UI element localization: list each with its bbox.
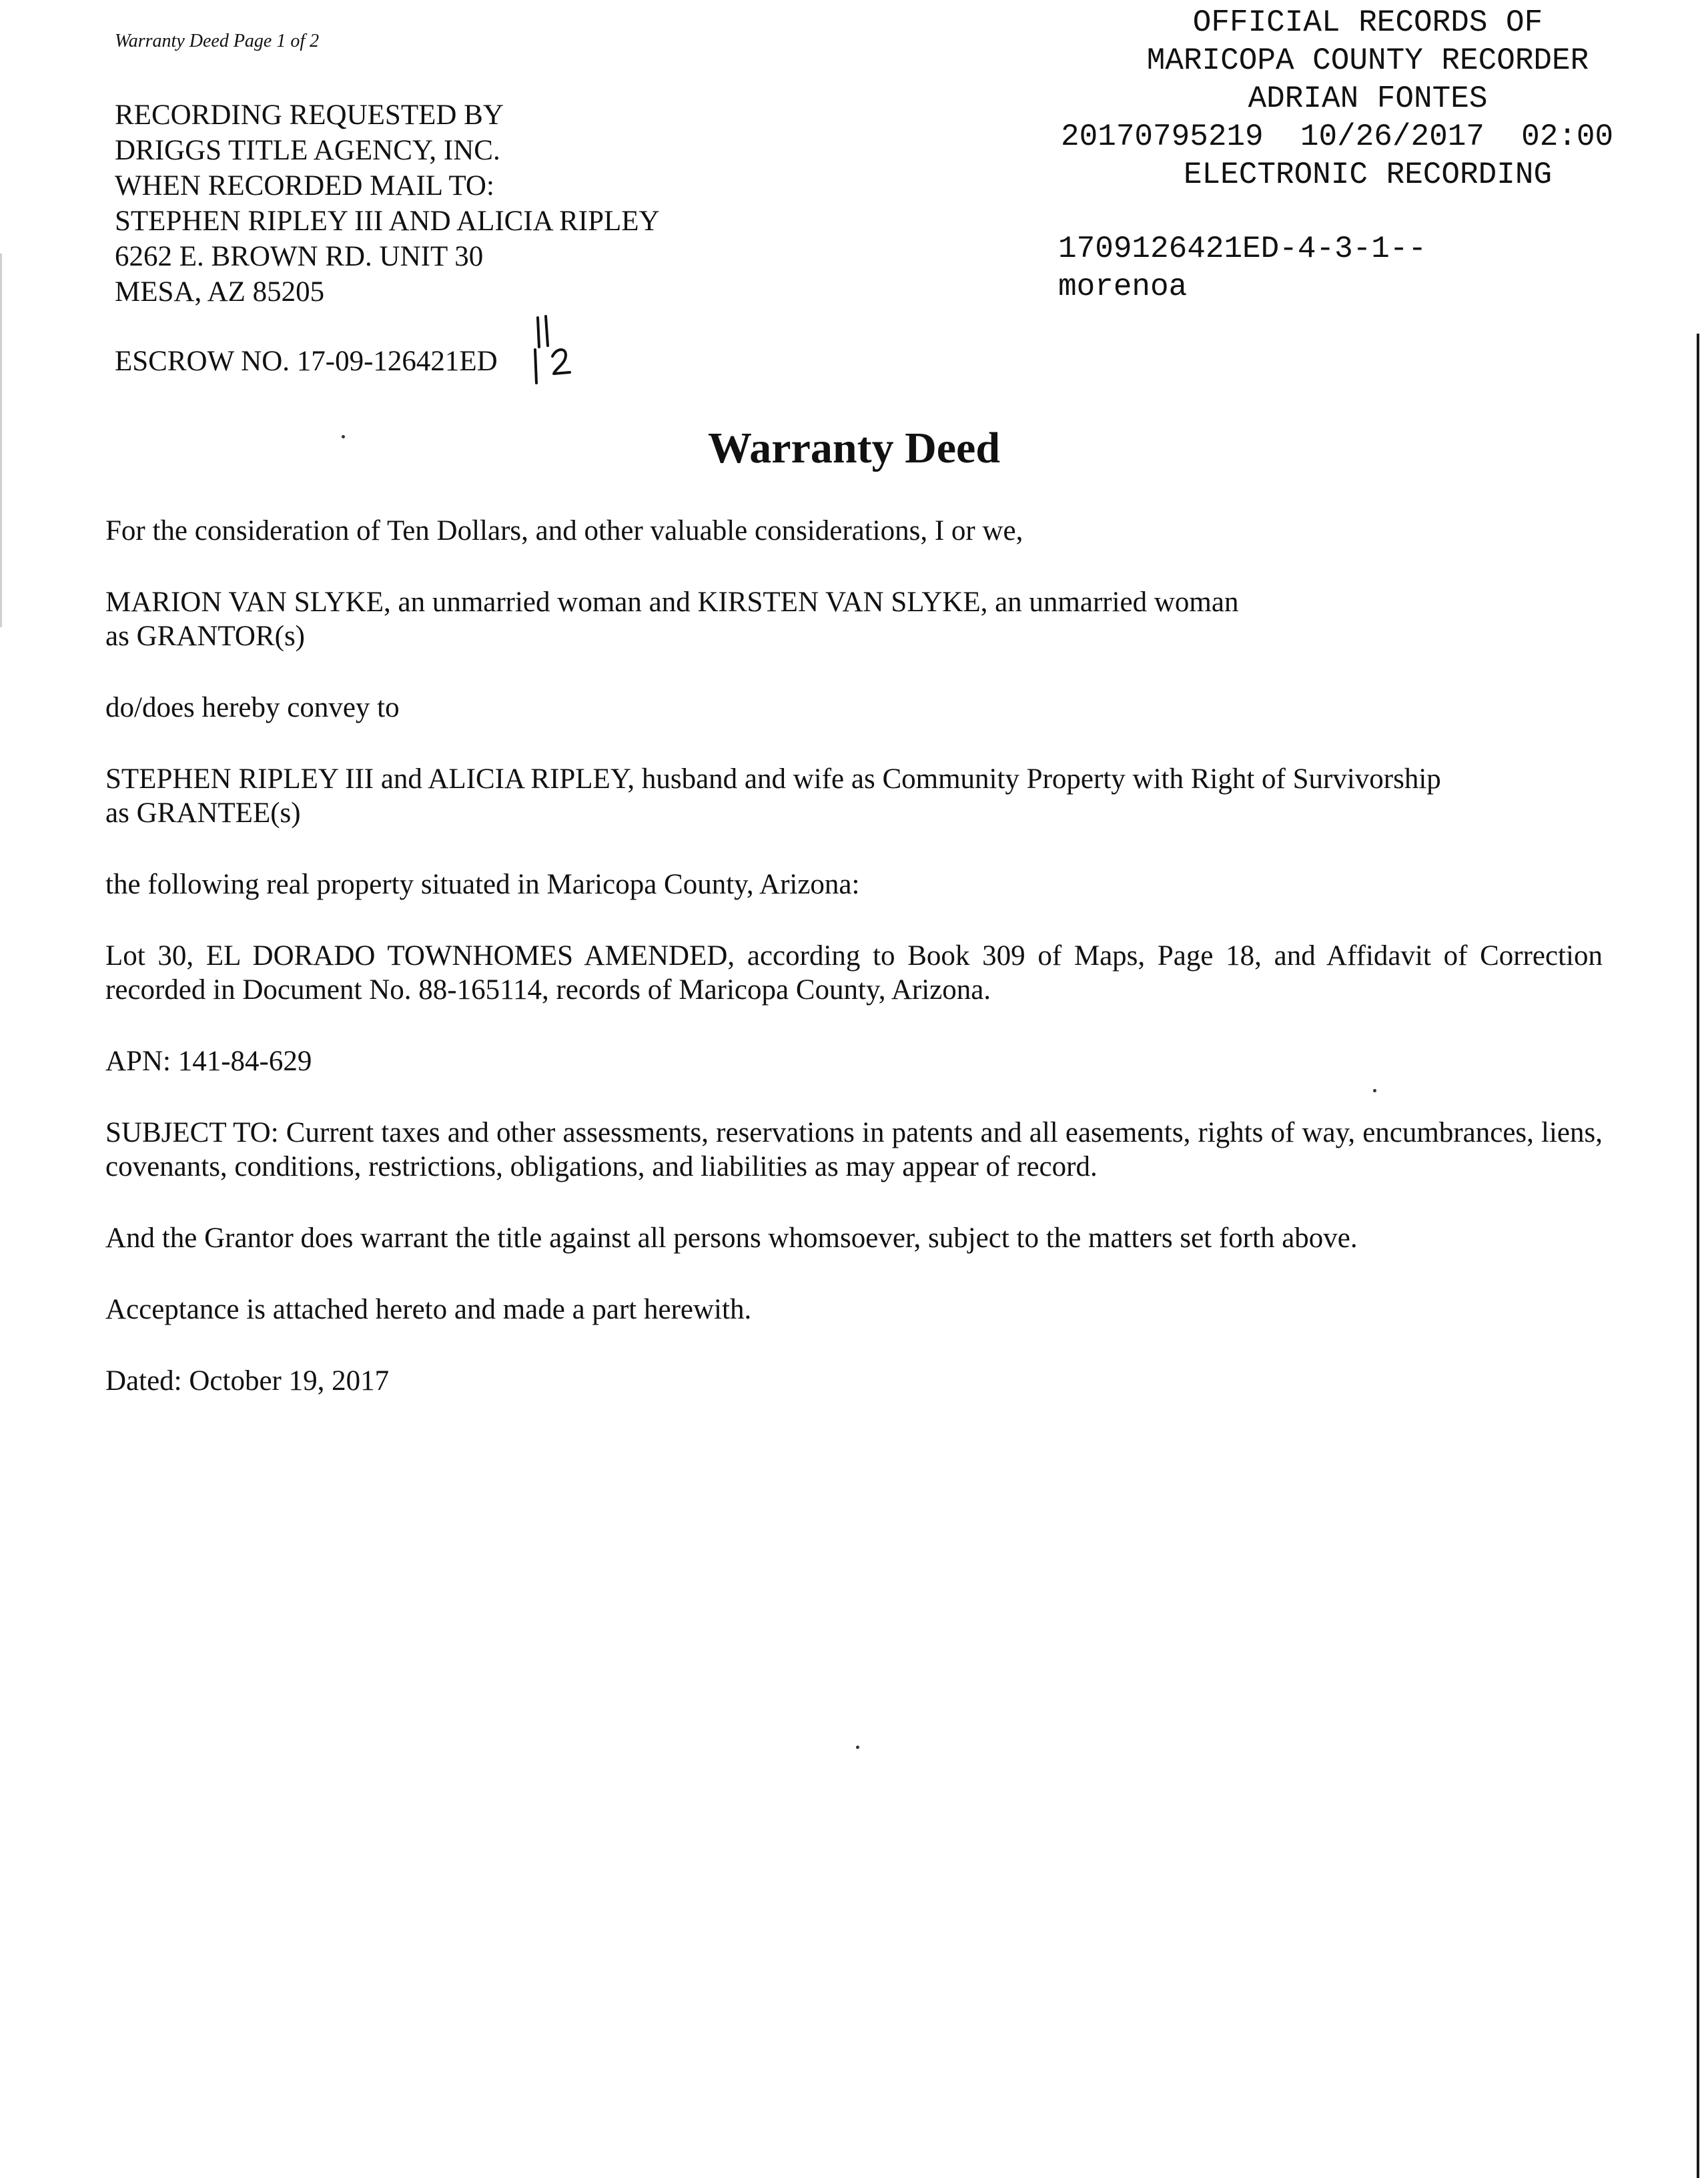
grantor-paragraph bbox=[105, 585, 1603, 653]
stamp-line: OFFICIAL RECORDS OF bbox=[1192, 5, 1543, 40]
recording-line: MESA, AZ 85205 bbox=[115, 276, 325, 308]
deed-body bbox=[105, 514, 1603, 1435]
stamp-codes bbox=[1058, 230, 1426, 306]
stamp-line: ADRIAN FONTES bbox=[1248, 81, 1488, 116]
stamp-line: MARICOPA COUNTY RECORDER bbox=[1146, 43, 1589, 78]
dated-line: Dated: October 19, 2017 bbox=[105, 1365, 390, 1397]
consideration-paragraph: For the consideration of Ten Dollars, and other valuable considerations, I or we, bbox=[105, 515, 1023, 547]
document-title: Warranty Deed bbox=[707, 424, 1001, 472]
stamp-code: 1709126421ED-4-3-1-- bbox=[1058, 232, 1427, 266]
scan-border-line bbox=[1697, 334, 1699, 2178]
subject-to-paragraph: SUBJECT TO: Current taxes and other assessments, reservations in patents and all easements, rights of way, encumbrances, liens, covenants, conditions, restrictions, obligations, and liabilities as may appear of record. bbox=[105, 1117, 1603, 1182]
recording-line: 6262 E. BROWN RD. UNIT 30 bbox=[115, 241, 484, 272]
grantee-paragraph bbox=[105, 762, 1603, 830]
grantee-role: as GRANTEE(s) bbox=[105, 797, 301, 829]
convey-paragraph: do/does hereby convey to bbox=[105, 692, 400, 723]
scan-speck bbox=[342, 435, 345, 438]
grantee-names: STEPHEN RIPLEY III and ALICIA RIPLEY, husband and wife as Community Property with Right of Survivorship bbox=[105, 763, 1441, 795]
grantor-role: as GRANTOR(s) bbox=[105, 621, 306, 652]
grantor-names: MARION VAN SLYKE, an unmarried woman and KIRSTEN VAN SLYKE, an unmarried woman bbox=[105, 587, 1239, 618]
legal-description: Lot 30, EL DORADO TOWNHOMES AMENDED, according to Book 309 of Maps, Page 18, and Affidavit of Correction recorded in Document No. 88-165114, records of Maricopa County, Arizona. bbox=[105, 940, 1603, 1006]
handwritten-page-mark bbox=[526, 314, 586, 387]
recording-request-block bbox=[115, 97, 660, 310]
stamp-user: morenoa bbox=[1058, 270, 1188, 304]
page-label: Warranty Deed Page 1 of 2 bbox=[115, 31, 320, 51]
scan-speck bbox=[856, 1746, 859, 1749]
property-intro: the following real property situated in Maricopa County, Arizona: bbox=[105, 869, 860, 900]
acceptance-paragraph: Acceptance is attached hereto and made a part herewith. bbox=[105, 1294, 752, 1325]
apn-line: APN: 141-84-629 bbox=[105, 1046, 312, 1077]
stamp-line: ELECTRONIC RECORDING bbox=[1183, 157, 1553, 192]
escrow-number: ESCROW NO. 17-09-126421ED bbox=[115, 346, 498, 377]
recording-number-date: 20170795219 10/26/2017 02:00 bbox=[1061, 119, 1614, 154]
recording-line: STEPHEN RIPLEY III AND ALICIA RIPLEY bbox=[115, 206, 660, 237]
warranty-paragraph: And the Grantor does warrant the title against all persons whomsoever, subject to the matters set forth above. bbox=[105, 1222, 1358, 1254]
recorder-stamp bbox=[1041, 4, 1695, 194]
scan-speck bbox=[1373, 1089, 1376, 1092]
recording-line: DRIGGS TITLE AGENCY, INC. bbox=[115, 135, 500, 166]
recording-line: WHEN RECORDED MAIL TO: bbox=[115, 170, 494, 202]
recording-line: RECORDING REQUESTED BY bbox=[115, 99, 504, 131]
